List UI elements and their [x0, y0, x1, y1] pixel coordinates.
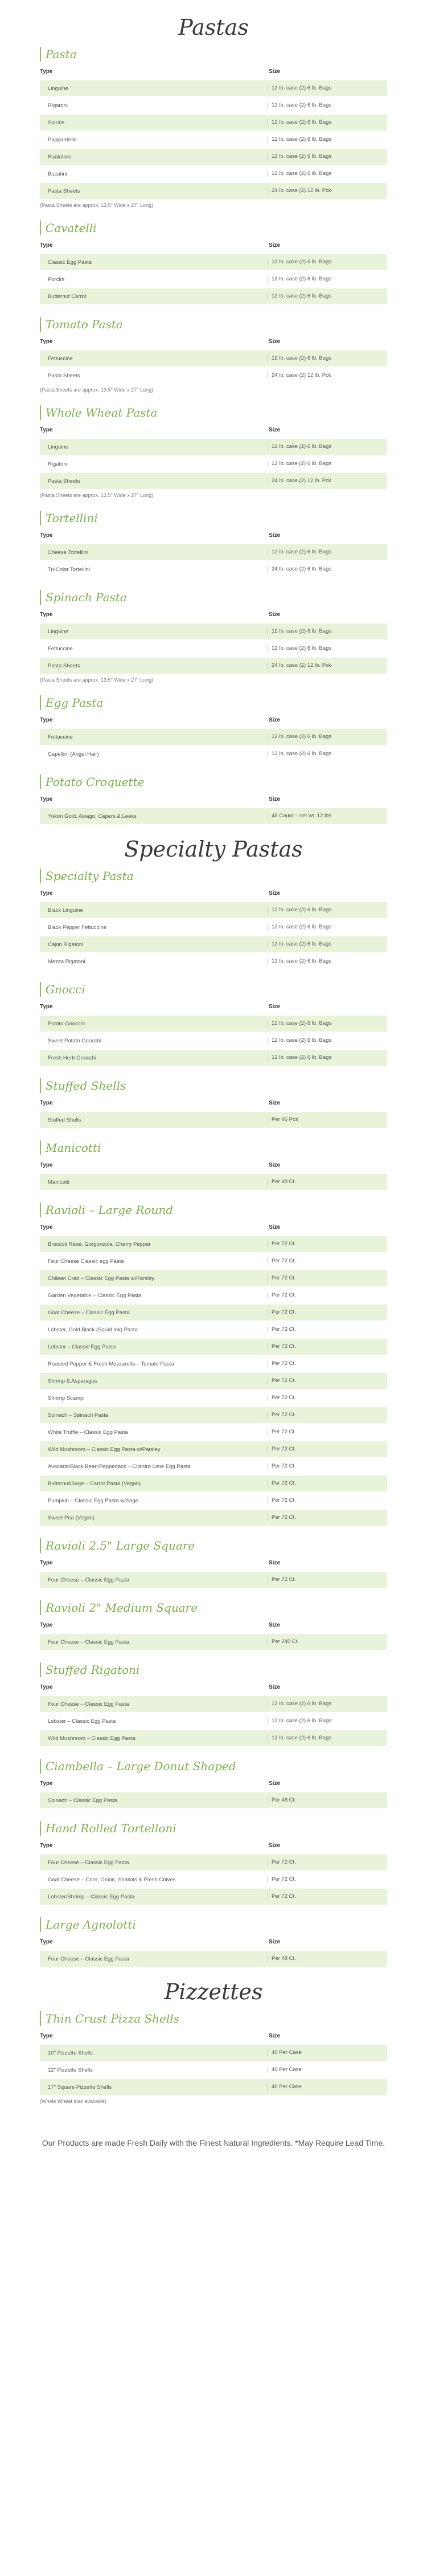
row-size: 12 lb. case (2) 6 lb. Bags: [268, 1020, 387, 1027]
row-size: 24 lb. case (2) 6 lb. Bags: [268, 566, 387, 573]
row-type: Pasta Sheets: [48, 372, 80, 379]
product-section: [39, 1140, 388, 1190]
table-row: [40, 2045, 387, 2061]
section-note: (Pasta Sheets are approx. 13.5" Wide x 27" Long): [40, 387, 154, 393]
table-header: [39, 2029, 388, 2045]
table-row: [40, 368, 387, 384]
section-title: Ciambella – Large Donut Shaped: [40, 1759, 388, 1774]
product-section: [39, 982, 388, 1066]
header-size: Size: [269, 1843, 281, 1849]
header-type: Type: [40, 1780, 53, 1787]
row-size: 12 lb. case (2) 6 lb. Bags: [268, 1037, 387, 1044]
header-type: Type: [40, 1100, 53, 1106]
row-type: Pappardelle: [48, 136, 77, 143]
row-size: Per 72 Ct.: [268, 1859, 387, 1866]
header-size: Size: [269, 717, 281, 723]
header-size: Size: [269, 1560, 281, 1566]
row-type: Garden Vegetable – Classic Egg Pasta: [48, 1292, 142, 1299]
table-header: [39, 714, 388, 729]
row-size: Per 72 Ct.: [268, 1412, 387, 1419]
row-type: Linguine: [48, 443, 68, 450]
header-size: Size: [269, 242, 281, 248]
row-size: Per 72 Ct.: [268, 1497, 387, 1504]
table-row: [40, 936, 387, 952]
row-type: Lobster/Shrimp – Classic Egg Pasta: [48, 1893, 135, 1900]
row-size: 24 lb. case (2) 12 lb. Pck: [268, 662, 387, 669]
row-type: Sweet Potato Gnocchi: [48, 1037, 101, 1044]
row-type: Spinach – Spinach Pasta: [48, 1412, 109, 1419]
row-size: Per 72 Ct.: [268, 1360, 387, 1367]
row-size: 40 Per Case: [268, 2066, 387, 2073]
table-row: [40, 1510, 387, 1526]
row-size: 12 lb. case (2) 6 lb. Bags: [268, 443, 387, 450]
table-header: [39, 1619, 388, 1634]
row-type: Butternut Carrot: [48, 293, 87, 300]
product-section: [39, 1662, 388, 1746]
row-size: 12 lb. case (2) 6 lb. Bags: [268, 907, 387, 914]
table-row: [40, 729, 387, 745]
table-row: [40, 902, 387, 918]
row-type: Linguine: [48, 628, 68, 635]
table-row: [40, 350, 387, 366]
row-size: 24 lb. case (2) 12 lb. Pck: [268, 478, 387, 484]
row-type: Black Linguine: [48, 907, 83, 914]
row-size: 12 lb. case (2) 6 lb. Bags: [268, 628, 387, 635]
section-title: Ravioli 2.5" Large Square: [40, 1538, 388, 1553]
table-header: [39, 239, 388, 254]
table-header: [39, 1777, 388, 1792]
row-type: Manicotti: [48, 1179, 70, 1185]
product-section: [39, 221, 388, 304]
row-type: Spirals: [48, 119, 65, 126]
row-type: 10" Pizzette Shells: [48, 2049, 93, 2056]
table-row: [40, 1270, 387, 1286]
table-row: [40, 1174, 387, 1190]
header-size: Size: [269, 1224, 281, 1230]
row-type: Cajun Rigatoni: [48, 941, 84, 948]
section-title: Tortellini: [40, 511, 388, 525]
row-type: Radiatore: [48, 153, 72, 160]
row-size: Per 72 Ct.: [268, 1395, 387, 1401]
table-header: [39, 1556, 388, 1572]
header-type: Type: [40, 1843, 53, 1849]
row-size: Per 72 Ct.: [268, 1258, 387, 1265]
row-size: 24 lb. case (2) 12 lb. Pck: [268, 188, 387, 194]
table-row: [40, 1424, 387, 1440]
table-row: [40, 1713, 387, 1729]
header-type: Type: [40, 1622, 53, 1628]
header-type: Type: [40, 68, 53, 75]
table-row: [40, 1951, 387, 1967]
header-type: Type: [40, 1162, 53, 1168]
row-type: Porcini: [48, 276, 65, 283]
section-title: Large Agnolotti: [40, 1917, 388, 1932]
row-size: 12 lb. case (2) 6 lb. Bags: [268, 460, 387, 467]
row-type: Cheese Tortellini: [48, 549, 88, 556]
table-row: [40, 658, 387, 674]
table-row: [40, 1390, 387, 1406]
section-note: (Pasta Sheets are approx. 13.5" Wide x 27" Long): [40, 202, 154, 208]
section-title: Ravioli – Large Round: [40, 1203, 388, 1217]
header-size: Size: [269, 1162, 281, 1168]
table-row: [40, 641, 387, 657]
row-size: Per 72 Ct.: [268, 1463, 387, 1470]
row-type: Shrimp Scampi: [48, 1395, 85, 1401]
section-title: Stuffed Rigatoni: [40, 1662, 388, 1677]
table-row: [40, 1458, 387, 1474]
table-row: [40, 1854, 387, 1870]
header-size: Size: [269, 1100, 281, 1106]
table-row: [40, 1493, 387, 1509]
table-row: [40, 1112, 387, 1128]
row-type: Pumpkin – Classic Egg Pasta w/Sage: [48, 1497, 138, 1504]
section-title: Manicotti: [40, 1140, 388, 1155]
section-title: Specialty Pasta: [40, 869, 388, 883]
product-section: [39, 1600, 388, 1650]
product-section: [39, 2011, 388, 2104]
row-size: Per 72 Ct.: [268, 1292, 387, 1299]
header-type: Type: [40, 796, 53, 802]
row-type: Classic Egg Pasta: [48, 259, 92, 266]
header-size: Size: [269, 2033, 281, 2039]
row-size: 12 lb. case (2) 6 lb. Bags: [268, 549, 387, 556]
row-type: Broccoli Rabe, Gorgonzola, Cherry Pepper: [48, 1241, 151, 1248]
row-size: Per 72 Ct.: [268, 1343, 387, 1350]
row-size: 12 lb. case (2) 6 lb. Bags: [268, 733, 387, 740]
header-type: Type: [40, 532, 53, 539]
table-row: [40, 953, 387, 969]
product-section: [39, 775, 388, 824]
row-type: Fettuccine: [48, 733, 73, 740]
product-section: [39, 405, 388, 498]
row-type: Four Cheese – Classic Egg Pasta: [48, 1859, 129, 1866]
table-row: [40, 473, 387, 489]
row-size: Per 96 Pcs: [268, 1116, 387, 1123]
table-row: [40, 919, 387, 935]
table-row: [40, 2079, 387, 2095]
row-type: Sweet Pea (Vegan): [48, 1514, 95, 1521]
row-size: 48 Count – net wt. 12 lbs: [268, 813, 387, 820]
table-row: [40, 271, 387, 287]
table-row: [40, 808, 387, 824]
row-type: Capellini (Angel Hair): [48, 751, 99, 757]
product-section: [39, 1538, 388, 1588]
table-row: [40, 97, 387, 113]
row-size: 12 lb. case (2) 6 lb. Bags: [268, 751, 387, 757]
table-header: [39, 1097, 388, 1112]
row-type: Roasted Pepper & Fresh Mozzarella – Tomato Pasta: [48, 1360, 174, 1367]
header-size: Size: [269, 1939, 281, 1945]
header-size: Size: [269, 890, 281, 896]
table-row: [40, 254, 387, 270]
table-header: [39, 335, 388, 350]
table-row: [40, 1407, 387, 1423]
row-size: 12 lb. case (2) 6 lb. Bags: [268, 355, 387, 362]
group-title: Pizzettes: [164, 1979, 263, 2004]
table-row: [40, 2062, 387, 2078]
row-type: Linguine: [48, 85, 68, 92]
row-type: Black Pepper Fettuccine: [48, 924, 106, 931]
group-title: Pastas: [178, 15, 249, 40]
table-row: [40, 80, 387, 96]
header-size: Size: [269, 427, 281, 433]
row-size: 12 lb. case (2) 6 lb. Bags: [268, 119, 387, 126]
product-section: [39, 47, 388, 208]
header-type: Type: [40, 1684, 53, 1690]
row-type: Four Cheese – Classic Egg Pasta: [48, 1576, 129, 1583]
product-section: [39, 590, 388, 683]
table-row: [40, 1730, 387, 1746]
table-row: [40, 183, 387, 199]
table-row: [40, 1356, 387, 1372]
row-type: Bucatini: [48, 170, 67, 177]
row-type: 12" Pizzette Shells: [48, 2066, 93, 2073]
product-section: [39, 695, 388, 762]
header-type: Type: [40, 1560, 53, 1566]
row-type: 17" Square Pizzette Shells: [48, 2084, 112, 2090]
row-type: Four Cheese – Classic Egg Pasta: [48, 1638, 129, 1645]
table-header: [39, 1159, 388, 1174]
table-row: [40, 149, 387, 165]
product-section: [39, 1759, 388, 1808]
row-size: 12 lb. case (2) 6 lb. Bags: [268, 941, 387, 948]
row-type: Fettuccine: [48, 645, 73, 652]
product-section: [39, 511, 388, 577]
table-header: [39, 1839, 388, 1854]
section-title: Cavatelli: [40, 221, 388, 235]
table-row: [40, 288, 387, 304]
row-size: Per 240 Ct.: [268, 1638, 387, 1645]
row-type: Avocado/Black Bean/Pepperjack – Cilantro Lime Egg Pasta: [48, 1463, 191, 1470]
row-type: Pasta Sheets: [48, 188, 80, 194]
header-size: Size: [269, 68, 281, 75]
row-type: Rigatoni: [48, 102, 68, 109]
row-size: Per 72 Ct.: [268, 1241, 387, 1248]
table-row: [40, 746, 387, 762]
table-header: [39, 793, 388, 808]
row-type: Four Cheese – Classic Egg Pasta: [48, 1701, 129, 1707]
header-type: Type: [40, 612, 53, 618]
row-type: Potato Gnocchi: [48, 1020, 85, 1027]
table-row: [40, 1016, 387, 1032]
row-type: Fettuccine: [48, 355, 73, 362]
section-title: Thin Crust Pizza Shells: [40, 2011, 388, 2026]
row-type: Stuffed Shells: [48, 1116, 81, 1123]
row-type: Butternut/Sage – Carrot Pasta (Vegan): [48, 1480, 141, 1487]
header-type: Type: [40, 427, 53, 433]
row-size: Per 72 Ct.: [268, 1326, 387, 1333]
row-size: 12 lb. case (2) 6 lb. Bags: [268, 1701, 387, 1707]
table-row: [40, 1253, 387, 1269]
header-type: Type: [40, 890, 53, 896]
row-size: 40 Per Case: [268, 2049, 387, 2056]
row-type: Lobster – Classic Egg Pasta: [48, 1343, 116, 1350]
row-size: Per 48 Ct.: [268, 1797, 387, 1804]
row-type: Tri-Color Tortellini: [48, 566, 90, 573]
section-title: Egg Pasta: [40, 695, 388, 710]
row-type: Four Cheese – Classic Egg Pasta: [48, 1955, 129, 1962]
row-type: Pasta Sheets: [48, 478, 80, 484]
row-size: 12 lb. case (2) 6 lb. Bags: [268, 85, 387, 92]
row-size: 12 lb. case (2) 6 lb. Bags: [268, 102, 387, 109]
product-section: [39, 1917, 388, 1967]
row-size: 12 lb. case (2) 6 lb. Bags: [268, 645, 387, 652]
table-row: [40, 1634, 387, 1650]
row-type: Pasta Sheets: [48, 662, 80, 669]
table-row: [40, 1441, 387, 1457]
table-row: [40, 1322, 387, 1338]
row-size: 12 lb. case (2) 6 lb. Bags: [268, 1718, 387, 1725]
row-type: Mezza Rigatoni: [48, 958, 85, 965]
section-title: Whole Wheat Pasta: [40, 405, 388, 420]
header-size: Size: [269, 1684, 281, 1690]
group-title: Specialty Pastas: [124, 837, 303, 862]
row-size: Per 72 Ct.: [268, 1876, 387, 1883]
row-type: Rigatoni: [48, 460, 68, 467]
table-header: [39, 1000, 388, 1016]
table-row: [40, 1373, 387, 1389]
row-size: Per 72 Ct.: [268, 1893, 387, 1900]
row-type: Four Cheese Classic egg Pasta: [48, 1258, 124, 1265]
table-header: [39, 1935, 388, 1951]
table-header: [39, 65, 388, 80]
row-size: 12 lb. case (2) 6 lb. Bags: [268, 276, 387, 283]
table-row: [40, 166, 387, 182]
row-size: Per 48 Ct.: [268, 1955, 387, 1962]
product-section: [39, 1821, 388, 1905]
table-row: [40, 1872, 387, 1888]
row-size: 12 lb. case (2) 6 lb. Bags: [268, 1054, 387, 1061]
table-header: [39, 1221, 388, 1236]
table-row: [40, 1033, 387, 1049]
row-size: Per 72 Ct.: [268, 1275, 387, 1282]
header-size: Size: [269, 1622, 281, 1628]
row-size: 12 lb. case (2) 6 lb. Bags: [268, 259, 387, 266]
row-size: Per 72 Ct.: [268, 1480, 387, 1487]
row-size: 12 lb. case (2) 6 lb. Bags: [268, 293, 387, 300]
row-size: 12 lb. case (2) 6 lb. Bags: [268, 958, 387, 965]
table-row: [40, 623, 387, 639]
section-title: Gnocci: [40, 982, 388, 997]
table-header: [39, 608, 388, 623]
header-type: Type: [40, 2033, 53, 2039]
table-row: [40, 132, 387, 148]
table-row: [40, 1792, 387, 1808]
row-size: 12 lb. case (2) 6 lb. Bags: [268, 1735, 387, 1742]
product-section: [39, 869, 388, 969]
row-type: Fresh Herb Gnocchi: [48, 1054, 97, 1061]
section-title: Spinach Pasta: [40, 590, 388, 605]
table-row: [40, 1236, 387, 1252]
row-type: Wild Mushroom – Classic Egg Pasta: [48, 1735, 136, 1742]
row-type: White Truffle – Classic Egg Pasta: [48, 1429, 128, 1436]
header-type: Type: [40, 242, 53, 248]
row-size: Per 72 Ct.: [268, 1309, 387, 1316]
table-row: [40, 1050, 387, 1066]
table-row: [40, 544, 387, 560]
row-type: Wild Mushroom – Classic Egg Pasta w/Parsley: [48, 1446, 161, 1453]
table-row: [40, 1305, 387, 1320]
header-size: Size: [269, 532, 281, 539]
row-type: Shrimp & Asparagus: [48, 1377, 97, 1384]
row-size: Per 72 Ct.: [268, 1576, 387, 1583]
row-type: Lobster – Classic Egg Pasta: [48, 1718, 116, 1725]
header-type: Type: [40, 339, 53, 345]
product-section: [39, 1078, 388, 1128]
row-type: Goat Cheese – Corn, Onion, Shallots & Fresh Chives: [48, 1876, 176, 1883]
row-type: Lobster, Gold Black (Squid Ink) Pasta: [48, 1326, 138, 1333]
row-type: Yukon Gold, Asiago, Capers & Leeks: [48, 813, 137, 820]
row-size: Per 48 Ct.: [268, 1179, 387, 1185]
section-title: Stuffed Shells: [40, 1078, 388, 1093]
row-size: 24 lb. case (2) 12 lb. Pck: [268, 372, 387, 379]
row-type: Spinach – Classic Egg Pasta: [48, 1797, 117, 1804]
section-note: (Whole Wheat also available): [40, 2098, 107, 2104]
table-row: [40, 561, 387, 577]
header-size: Size: [269, 796, 281, 802]
row-size: Per 72 Ct.: [268, 1429, 387, 1436]
footer-text: Our Products are made Fresh Daily with the Finest Natural Ingredients. *May Require Lead Time.: [42, 2138, 385, 2147]
table-header: [39, 887, 388, 902]
table-row: [40, 115, 387, 131]
row-size: Per 72 Ct.: [268, 1377, 387, 1384]
row-size: 12 lb. case (2) 6 lb. Bags: [268, 170, 387, 177]
table-row: [40, 1572, 387, 1588]
product-section: [39, 317, 388, 393]
header-size: Size: [269, 1780, 281, 1787]
header-size: Size: [269, 612, 281, 618]
table-row: [40, 1889, 387, 1905]
table-header: [39, 529, 388, 544]
section-title: Potato Croquette: [40, 775, 388, 789]
header-type: Type: [40, 717, 53, 723]
row-size: 12 lb. case (2) 6 lb. Bags: [268, 153, 387, 160]
section-title: Pasta: [40, 47, 388, 62]
table-header: [39, 1681, 388, 1696]
table-row: [40, 1696, 387, 1712]
section-note: (Pasta Sheets are approx. 13.5" Wide x 27" Long): [40, 492, 154, 498]
row-type: Chilean Crab – Classic Egg Pasta w/Parsley: [48, 1275, 154, 1282]
table-row: [40, 1476, 387, 1491]
product-section: [39, 1203, 388, 1526]
row-type: Goat Cheese – Classic Egg Pasta: [48, 1309, 130, 1316]
header-size: Size: [269, 339, 281, 345]
section-title: Ravioli 2" Medium Square: [40, 1600, 388, 1615]
row-size: 12 lb. case (2) 6 lb. Bags: [268, 924, 387, 931]
row-size: 12 lb. case (2) 6 lb. Bags: [268, 136, 387, 143]
section-title: Tomato Pasta: [40, 317, 388, 332]
table-row: [40, 1339, 387, 1355]
table-header: [39, 423, 388, 439]
table-row: [40, 456, 387, 472]
row-size: Per 72 Ct.: [268, 1514, 387, 1521]
header-size: Size: [269, 1004, 281, 1010]
table-row: [40, 439, 387, 455]
header-type: Type: [40, 1004, 53, 1010]
header-type: Type: [40, 1224, 53, 1230]
table-row: [40, 1287, 387, 1303]
row-size: 40 Per Case: [268, 2084, 387, 2090]
section-title: Hand Rolled Tortelloni: [40, 1821, 388, 1836]
row-size: Per 72 Ct.: [268, 1446, 387, 1453]
section-note: (Pasta Sheets are approx. 13.5" Wide x 27" Long): [40, 677, 154, 683]
header-type: Type: [40, 1939, 53, 1945]
